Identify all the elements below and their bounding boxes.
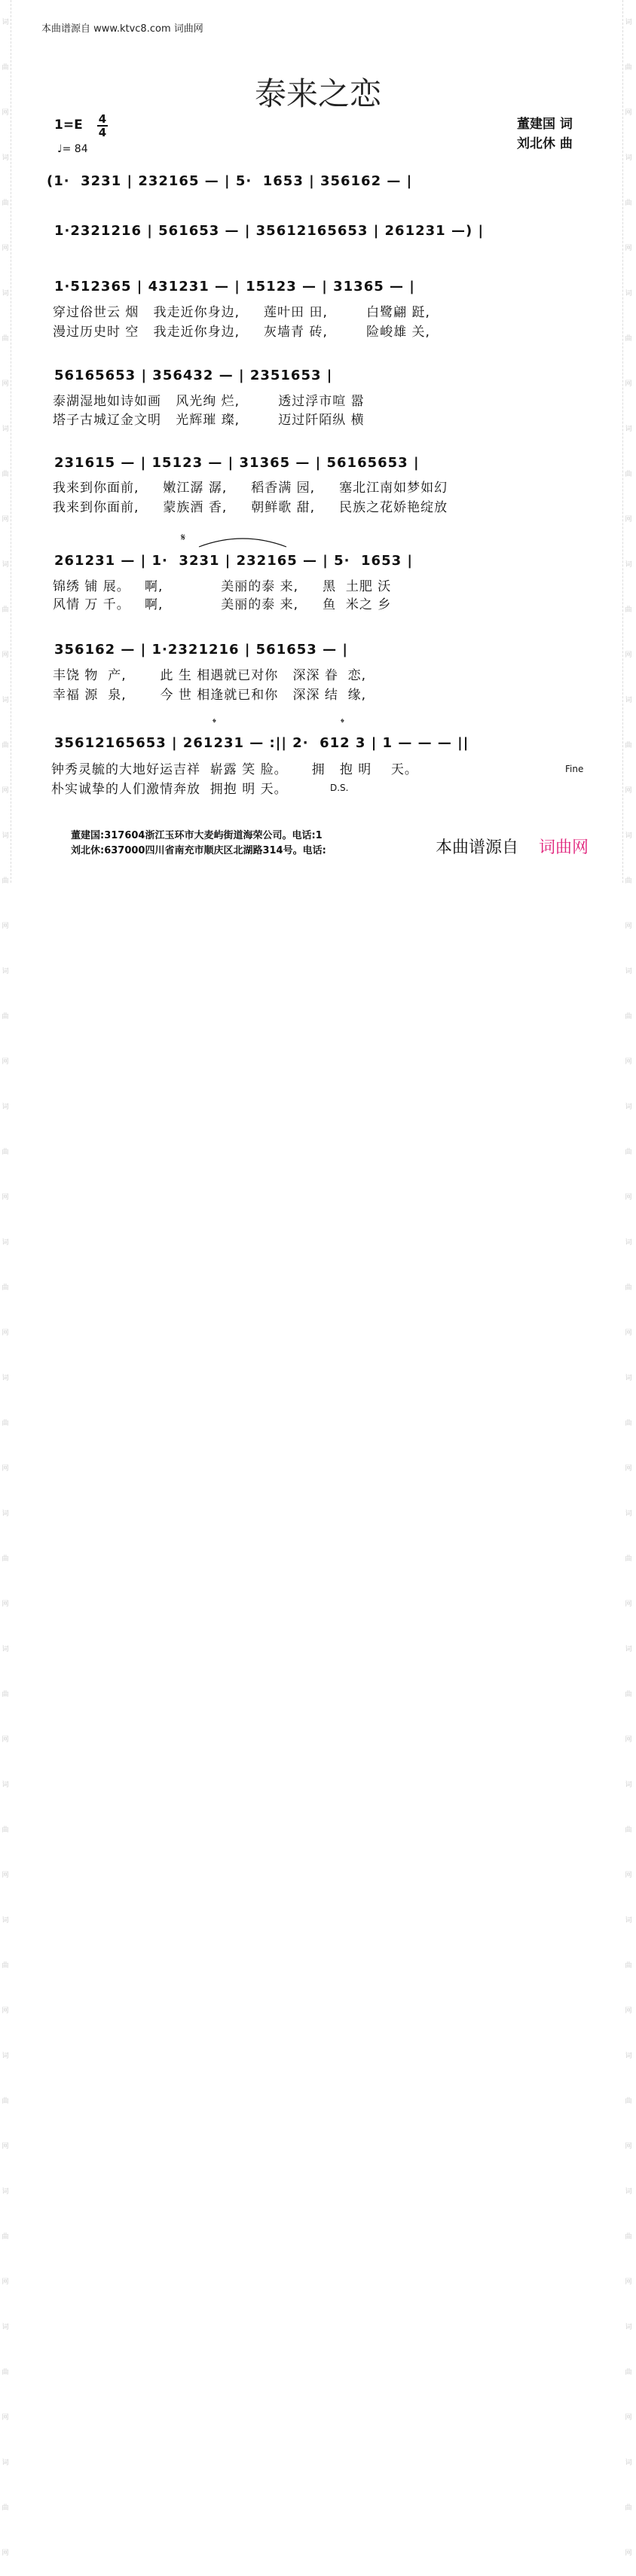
fine-marking: Fine: [565, 764, 584, 774]
lyric-line-8a: 钟秀灵毓的大地好运吉祥 崭露 笑 脸。 拥 抱 明 天。: [51, 762, 418, 777]
notation-line-4: 56165653 | 356432 — | 2351653 |: [54, 368, 333, 383]
coda-sign-1: 𝄌: [213, 717, 216, 729]
time-signature: [96, 113, 109, 139]
time-signature-bottom: 4: [98, 126, 107, 139]
notation-line-2: 1·2321216 | 561653 — | 35612165653 | 261231 —) |: [54, 223, 485, 239]
segno-sign: 𝄋: [181, 532, 186, 544]
notation-line-7: 356162 — | 1·2321216 | 561653 — |: [54, 642, 348, 658]
lyricist-credit: 董建国 词: [517, 117, 573, 132]
ds-marking: D.S.: [330, 783, 349, 793]
watermark-brand: 词曲网: [539, 838, 589, 857]
notation-line-5: 231615 — | 15123 — | 31365 — | 56165653 |: [54, 455, 420, 471]
watermark-text: 本曲谱源自: [436, 838, 519, 857]
notation-line-3: 1·512365 | 431231 — | 15123 — | 31365 — |: [54, 279, 415, 295]
lyric-line-6b: 风情 万 千。 啊, 美丽的泰 来, 鱼 米之 乡: [53, 597, 392, 612]
notation-line-8: 35612165653 | 261231 — :|| 2· 612 3 | 1 — — — ||: [54, 735, 469, 751]
footer-contact-lyricist: 董建国:317604浙江玉环市大麦屿街道海荣公司。电话:1: [71, 830, 323, 841]
tempo-marking: ♩= 84: [57, 143, 88, 155]
coda-sign-2: 𝄌: [341, 717, 344, 729]
lyric-line-6a: 锦绣 铺 展。 啊, 美丽的泰 来, 黑 土肥 沃: [53, 579, 392, 594]
time-signature-top: 4: [98, 112, 107, 126]
lyric-line-7a: 丰饶 物 产, 此 生 相遇就已对你 深深 眷 恋,: [53, 668, 367, 683]
composer-credit: 刘北休 曲: [517, 136, 573, 151]
lyric-line-4a: 泰湖湿地如诗如画 风光绚 烂, 透过浮市喧 嚣: [53, 394, 365, 409]
lyric-line-3a: 穿过俗世云 烟 我走近你身边, 莲叶田 田, 白鹭翩 跹,: [53, 305, 430, 320]
key-signature: 1=E: [54, 118, 83, 133]
lyric-line-4b: 塔子古城辽金文明 光辉璀 璨, 迈过阡陌纵 横: [53, 413, 365, 428]
footer-contact-composer: 刘北休:637000四川省南充市顺庆区北湖路314号。电话:: [71, 845, 326, 856]
right-edge-watermark: 词曲网 词曲网 词曲网 词曲网 词曲网 词曲网 词曲网 词曲网 词曲网 词曲网 词曲网 词曲网 词曲网 词曲网 词曲网 词曲网 词曲网 词曲网 词曲网: [622, 0, 634, 883]
slur-arc: [197, 533, 288, 548]
left-edge-watermark: 词曲网 词曲网 词曲网 词曲网 词曲网 词曲网 词曲网 词曲网 词曲网 词曲网 词曲网 词曲网 词曲网 词曲网 词曲网 词曲网 词曲网 词曲网 词曲网: [0, 0, 11, 883]
song-title: 泰来之恋: [254, 75, 381, 112]
lyric-line-8b: 朴实诚挚的人们激情奔放 拥抱 明 天。: [51, 782, 288, 797]
lyric-line-7b: 幸福 源 泉, 今 世 相逢就已和你 深深 结 缘,: [53, 688, 367, 703]
lyric-line-3b: 漫过历史时 空 我走近你身边, 灰墙青 砖, 险峻雄 关,: [53, 325, 430, 340]
notation-line-1: (1· 3231 | 232165 — | 5· 1653 | 356162 — |: [47, 173, 413, 189]
notation-line-6: 261231 — | 1· 3231 | 232165 — | 5· 1653 |: [54, 553, 413, 569]
site-header: 本曲谱源自 www.ktvc8.com 词曲网: [41, 23, 203, 35]
lyric-line-5b: 我来到你面前, 蒙族酒 香, 朝鲜歌 甜, 民族之花娇艳绽放: [53, 500, 448, 515]
lyric-line-5a: 我来到你面前, 嫩江潺 潺, 稻香满 园, 塞北江南如梦如幻: [53, 481, 448, 496]
